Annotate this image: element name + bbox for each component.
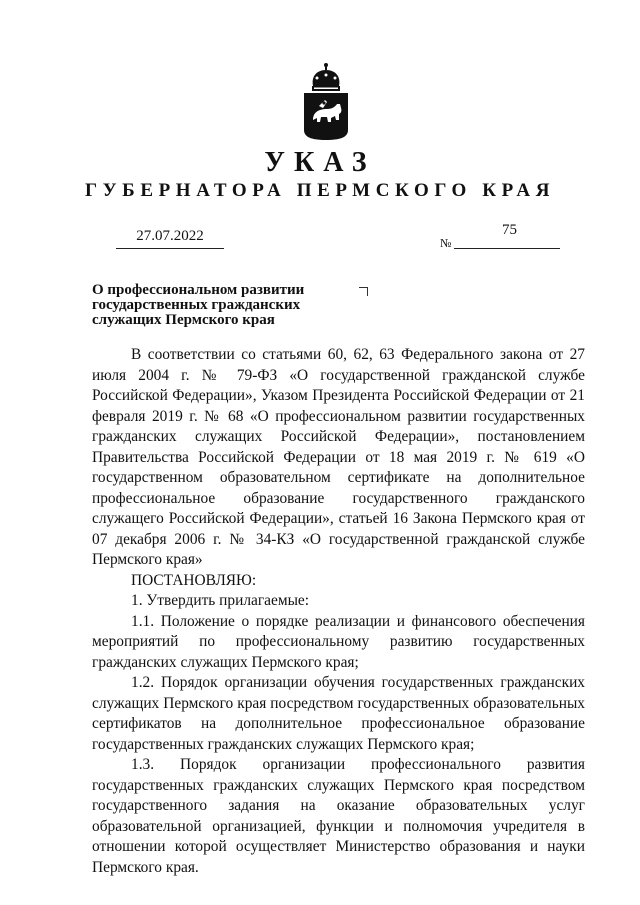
corner-mark [359,287,368,296]
resolve-paragraph: ПОСТАНОВЛЯЮ: [131,571,257,589]
preamble-paragraph: В соответствии со статьями 60, 62, 63 Федерального закона от 27 июля 2004 г. № 79-ФЗ «О государственной гражданской службе Российской Федерации», Указом Президента Российской Федерации от 21 февраля 2019 г. № 68 «О профессиональном развитии государственных гражданских служащих Российской Федерации», постановлением Правительства Российской Федерации от 18 мая 2019 г. № 619 «О государственном образовательном сертификате на дополнительное профессиональное образование государственного гражданского служащего Российской Федерации», статьей 16 Закона Пермского края от 07 декабря 2006 г. № 34-КЗ «О государственной гражданской службе Пермского края» [92,346,585,568]
coat-of-arms-icon [301,62,351,142]
document-date: 27.07.2022 [136,228,204,244]
date-field [116,228,224,249]
document-body [92,345,585,878]
document-heading: О профессиональном развитии государственных гражданских служащих Пермского края [92,282,305,328]
item-1-3-paragraph: 1.3. Порядок организации профессионального развития государственных гражданских служащих Пермского края посредством государственного задания на оказание образовательных услуг образовательной организацией, функции и полномочия учредителя в отношении которой осуществляет Министерство образования и науки Пермского края. [92,756,585,876]
document-subtitle: ГУБЕРНАТОРА ПЕРМСКОГО КРАЯ [84,180,556,201]
document-title: УКАЗ [264,147,376,178]
item-1-1-paragraph: 1.1. Положение о порядке реализации и финансового обеспечения мероприятий по профессиональному развитию государственных гражданских служащих Пермского края; [92,612,585,671]
date-underline [116,248,224,249]
number-underline [454,248,560,249]
number-sign: № [440,236,452,250]
item-1-2-paragraph: 1.2. Порядок организации обучения государственных гражданских служащих Пермского края посредством государственных образовательных сертификатов на дополнительное профессиональное образование государственных гражданских служащих Пермского края; [92,674,585,753]
item-1-paragraph: 1. Утвердить прилагаемые: [131,592,310,609]
document-number: 75 [502,222,517,238]
